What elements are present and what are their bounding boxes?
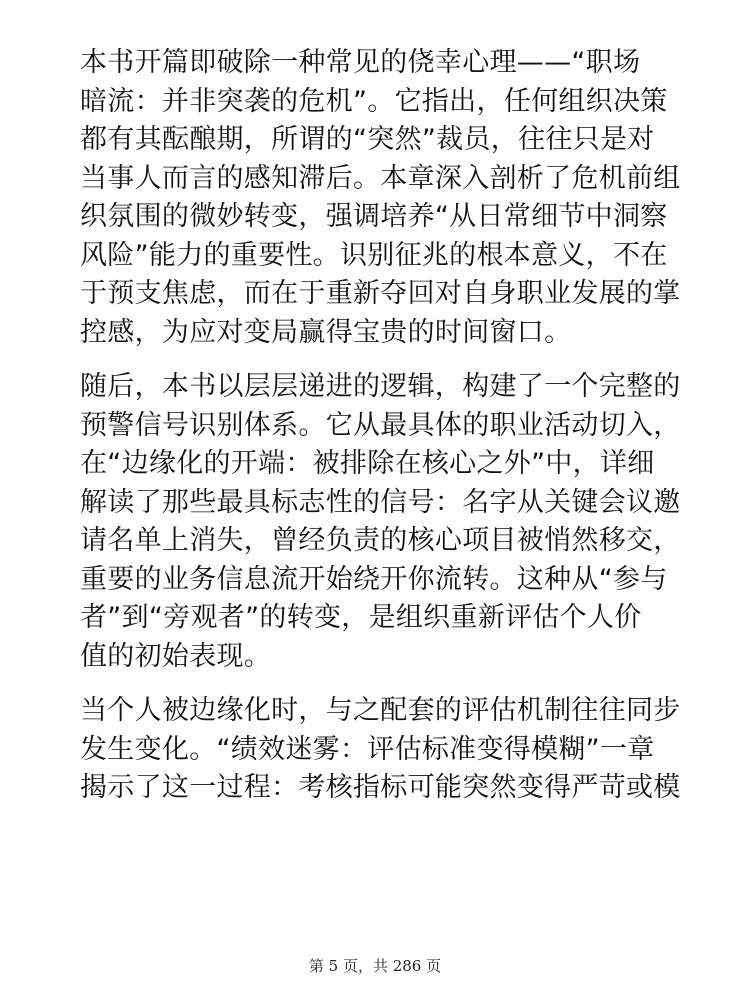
page-number-footer: 第 5 页，共 286 页	[308, 957, 442, 975]
text-line: 值的初始表现。	[80, 640, 272, 672]
text-line: 重要的业务信息流开始绕开你流转。这种从“参与	[80, 563, 668, 595]
text-line: 在“边缘化的开端：被排除在核心之外”中，详细	[80, 448, 655, 479]
text-line: 者”到“旁观者”的转变，是组织重新评估个人价	[80, 602, 642, 633]
text-line: 当事人而言的感知滞后。本章深入剖析了危机前组	[80, 162, 681, 194]
text-line: 本书开篇即破除一种常见的侥幸心理——“职场	[80, 47, 641, 78]
text-line: 揭示了这一过程：考核指标可能突然变得严苛或模	[80, 772, 681, 803]
text-line: 当个人被边缘化时，与之配套的评估机制往往同步	[80, 695, 681, 726]
body-paragraph-2	[80, 368, 681, 676]
text-line: 织氛围的微妙转变，强调培养“从日常细节中洞察	[80, 201, 668, 232]
text-line: 随后，本书以层层递进的逻辑，构建了一个完整的	[80, 371, 681, 402]
body-paragraph-1	[80, 44, 681, 352]
text-line: 于预支焦虑，而在于重新夺回对自身职业发展的掌	[80, 278, 681, 309]
text-line: 请名单上消失，曾经负责的核心项目被悄然移交，	[80, 525, 681, 556]
text-line: 暗流：并非突袭的危机”。它指出，任何组织决策	[80, 85, 668, 117]
text-line: 发生变化。“绩效迷雾：评估标准变得模糊”一章	[80, 733, 655, 765]
text-line: 都有其酝酿期，所谓的“突然”裁员，往往只是对	[80, 124, 655, 155]
text-line: 预警信号识别体系。它从最具体的职业活动切入，	[80, 409, 681, 441]
body-paragraph-3	[80, 692, 681, 808]
text-line: 风险”能力的重要性。识别征兆的根本意义，不在	[80, 239, 668, 271]
text-line: 控感，为应对变局赢得宝贵的时间窗口。	[80, 316, 572, 348]
text-line: 解读了那些最具标志性的信号：名字从关键会议邀	[80, 486, 681, 518]
